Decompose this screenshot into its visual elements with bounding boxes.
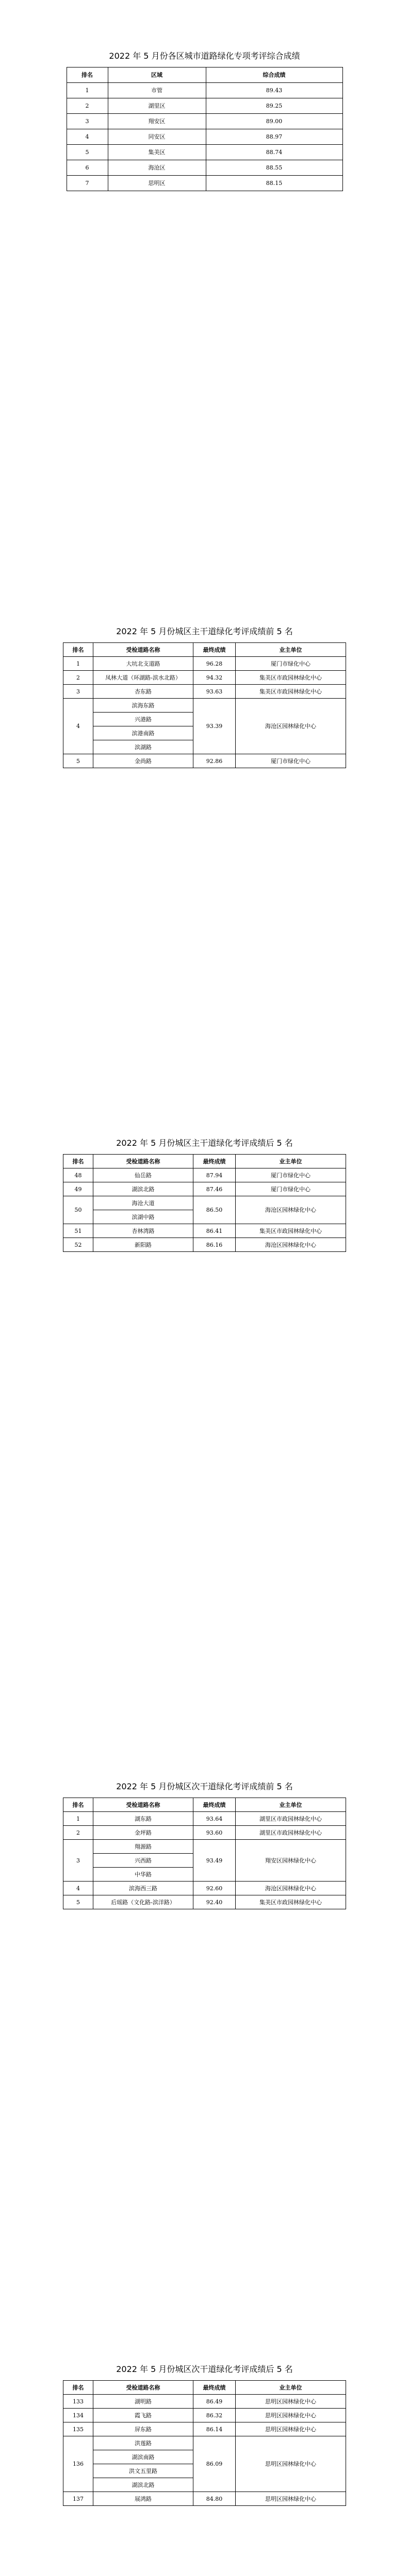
final-score-cell: 93.64 (193, 1812, 236, 1826)
rank-cell: 49 (63, 1182, 93, 1196)
owner-cell: 思明区园林绿化中心 (236, 2422, 346, 2436)
final-score-cell: 92.60 (193, 1882, 236, 1895)
header-road-name: 受检道路名称 (93, 1155, 193, 1168)
table-row (67, 83, 342, 98)
road-name-cell: 金坪路 (93, 1826, 193, 1840)
section-title: 2022 年 5 月份各区城市道路绿化专项考评综合成绩 (109, 51, 300, 61)
header-owner: 业主单位 (236, 2381, 346, 2395)
section-secondary-road-top5 (0, 1781, 409, 1909)
overall-score-cell: 88.74 (206, 145, 342, 160)
final-score-cell: 96.28 (193, 657, 236, 671)
road-name-cell: 兴西路 (93, 1854, 193, 1868)
table-header-row (63, 643, 346, 657)
section-main-road-top5 (0, 626, 409, 768)
header-rank: 排名 (67, 67, 108, 83)
table-row (63, 2436, 346, 2450)
road-name-cell: 仙岳路 (93, 1168, 193, 1182)
owner-cell: 翔安区园林绿化中心 (236, 1840, 346, 1882)
road-name-cell: 霞飞路 (93, 2409, 193, 2422)
road-name-cell: 凤林大道（环湖路-滨水北路） (93, 671, 193, 685)
owner-cell: 思明区园林绿化中心 (236, 2436, 346, 2492)
overall-score-cell: 89.43 (206, 83, 342, 98)
table-row (67, 129, 342, 145)
rank-cell: 2 (63, 671, 93, 685)
final-score-cell: 87.94 (193, 1168, 236, 1182)
rank-cell: 1 (63, 657, 93, 671)
road-name-cell: 洪文五里路 (93, 2464, 193, 2478)
table-row (63, 1882, 346, 1895)
overall-score-cell: 89.00 (206, 114, 342, 129)
header-final-score: 最终成绩 (193, 2381, 236, 2395)
final-score-cell: 86.14 (193, 2422, 236, 2436)
road-name-cell: 杏林湾路 (93, 1224, 193, 1238)
road-name-cell: 中华路 (93, 1868, 193, 1882)
header-rank: 排名 (63, 2381, 93, 2395)
road-name-cell: 湖滨南路 (93, 2450, 193, 2464)
road-name-cell: 屏东路 (93, 2422, 193, 2436)
rank-cell: 4 (63, 699, 93, 754)
owner-cell: 湖里区市政园林绿化中心 (236, 1812, 346, 1826)
road-name-cell: 展鸿路 (93, 2492, 193, 2506)
header-road-name: 受检道路名称 (93, 2381, 193, 2395)
main-road-bottom5-table (63, 1154, 346, 1252)
table-row (63, 699, 346, 713)
rank-cell: 5 (63, 754, 93, 768)
final-score-cell: 93.63 (193, 685, 236, 699)
owner-cell: 厦门市绿化中心 (236, 1182, 346, 1196)
table-header-row (67, 67, 342, 83)
final-score-cell: 86.49 (193, 2395, 236, 2409)
section-main-road-bottom5 (0, 1138, 409, 1252)
owner-cell: 集美区市政园林绿化中心 (236, 685, 346, 699)
header-rank: 排名 (63, 643, 93, 657)
road-name-cell: 滨湖路 (93, 740, 193, 754)
district-cell: 翔安区 (108, 114, 206, 129)
header-road-name: 受检道路名称 (93, 643, 193, 657)
final-score-cell: 93.39 (193, 699, 236, 754)
district-cell: 海沧区 (108, 160, 206, 176)
rank-cell: 134 (63, 2409, 93, 2422)
rank-cell: 52 (63, 1238, 93, 1252)
owner-cell: 海沧区园林绿化中心 (236, 699, 346, 754)
road-name-cell: 滨港南路 (93, 726, 193, 740)
header-owner: 业主单位 (236, 1155, 346, 1168)
table-row (63, 1224, 346, 1238)
header-road-name: 受检道路名称 (93, 1798, 193, 1812)
final-score-cell: 86.41 (193, 1224, 236, 1238)
header-final-score: 最终成绩 (193, 643, 236, 657)
table-row (63, 1840, 346, 1854)
district-cell: 集美区 (108, 145, 206, 160)
table-row (63, 1168, 346, 1182)
owner-cell: 思明区园林绿化中心 (236, 2409, 346, 2422)
road-name-cell: 滨海东路 (93, 699, 193, 713)
table-row (63, 2422, 346, 2436)
final-score-cell: 84.80 (193, 2492, 236, 2506)
final-score-cell: 92.40 (193, 1895, 236, 1909)
header-owner: 业主单位 (236, 643, 346, 657)
table-row (67, 145, 342, 160)
road-name-cell: 湖滨北路 (93, 2478, 193, 2492)
overall-score-cell: 89.25 (206, 98, 342, 114)
rank-cell: 3 (63, 1840, 93, 1882)
road-name-cell: 湖东路 (93, 1812, 193, 1826)
header-rank: 排名 (63, 1155, 93, 1168)
table-row (63, 657, 346, 671)
table-row (63, 1182, 346, 1196)
owner-cell: 海沧区园林绿化中心 (236, 1196, 346, 1224)
final-score-cell: 86.50 (193, 1196, 236, 1224)
owner-cell: 思明区园林绿化中心 (236, 2395, 346, 2409)
final-score-cell: 87.46 (193, 1182, 236, 1196)
owner-cell: 湖里区市政园林绿化中心 (236, 1826, 346, 1840)
rank-cell: 48 (63, 1168, 93, 1182)
owner-cell: 集美区市政园林绿化中心 (236, 1224, 346, 1238)
road-name-cell: 金尚路 (93, 754, 193, 768)
rank-cell: 7 (67, 176, 108, 191)
rank-cell: 136 (63, 2436, 93, 2492)
final-score-cell: 93.49 (193, 1840, 236, 1882)
header-overall-score: 综合成绩 (206, 67, 342, 83)
table-header-row (63, 2381, 346, 2395)
road-name-cell: 后瑶路（文化路-滨洋路） (93, 1895, 193, 1909)
table-row (63, 685, 346, 699)
final-score-cell: 93.60 (193, 1826, 236, 1840)
overall-score-cell: 88.97 (206, 129, 342, 145)
section-title: 2022 年 5 月份城区次干道绿化考评成绩前 5 名 (116, 1782, 293, 1791)
district-cell: 思明区 (108, 176, 206, 191)
table-header-row (63, 1798, 346, 1812)
owner-cell: 海沧区园林绿化中心 (236, 1882, 346, 1895)
district-cell: 同安区 (108, 129, 206, 145)
final-score-cell: 86.32 (193, 2409, 236, 2422)
section-secondary-road-bottom5 (0, 2364, 409, 2506)
table-row (63, 1826, 346, 1840)
district-cell: 市管 (108, 83, 206, 98)
road-name-cell: 洪莲路 (93, 2436, 193, 2450)
owner-cell: 厦门市绿化中心 (236, 657, 346, 671)
owner-cell: 集美区市政园林绿化中心 (236, 671, 346, 685)
road-name-cell: 杏东路 (93, 685, 193, 699)
header-owner: 业主单位 (236, 1798, 346, 1812)
section-title: 2022 年 5 月份城区次干道绿化考评成绩后 5 名 (116, 2364, 293, 2374)
table-row (63, 2409, 346, 2422)
table-row (67, 160, 342, 176)
secondary-road-top5-table (63, 1798, 346, 1909)
road-name-cell: 湖明路 (93, 2395, 193, 2409)
rank-cell: 5 (67, 145, 108, 160)
overall-score-cell: 88.15 (206, 176, 342, 191)
header-final-score: 最终成绩 (193, 1155, 236, 1168)
table-row (63, 2492, 346, 2506)
header-rank: 排名 (63, 1798, 93, 1812)
final-score-cell: 86.16 (193, 1238, 236, 1252)
table-row (63, 1196, 346, 1210)
main-road-top5-table (63, 642, 346, 768)
district-cell: 湖里区 (108, 98, 206, 114)
table-row (63, 1812, 346, 1826)
table-row (67, 114, 342, 129)
table-row (63, 671, 346, 685)
owner-cell: 思明区园林绿化中心 (236, 2492, 346, 2506)
road-name-cell: 滨海西三路 (93, 1882, 193, 1895)
rank-cell: 50 (63, 1196, 93, 1224)
rank-cell: 4 (63, 1882, 93, 1895)
final-score-cell: 94.32 (193, 671, 236, 685)
table-row (67, 98, 342, 114)
road-name-cell: 大坑北支道路 (93, 657, 193, 671)
owner-cell: 厦门市绿化中心 (236, 1168, 346, 1182)
owner-cell: 海沧区园林绿化中心 (236, 1238, 346, 1252)
owner-cell: 厦门市绿化中心 (236, 754, 346, 768)
section-title: 2022 年 5 月份城区主干道绿化考评成绩后 5 名 (116, 1138, 293, 1148)
final-score-cell: 86.09 (193, 2436, 236, 2492)
road-name-cell: 海沧大道 (93, 1196, 193, 1210)
section-district-overall (0, 50, 409, 191)
road-name-cell: 翔源路 (93, 1840, 193, 1854)
road-name-cell: 湖滨北路 (93, 1182, 193, 1196)
rank-cell: 5 (63, 1895, 93, 1909)
rank-cell: 133 (63, 2395, 93, 2409)
table-row (63, 754, 346, 768)
section-title: 2022 年 5 月份城区主干道绿化考评成绩前 5 名 (116, 626, 293, 636)
secondary-road-bottom5-table (63, 2380, 346, 2506)
header-district: 区域 (108, 67, 206, 83)
owner-cell: 集美区市政园林绿化中心 (236, 1895, 346, 1909)
road-name-cell: 新阳路 (93, 1238, 193, 1252)
table-row (63, 1895, 346, 1909)
rank-cell: 1 (63, 1812, 93, 1826)
road-name-cell: 兴港路 (93, 713, 193, 726)
road-name-cell: 滨湖中路 (93, 1210, 193, 1224)
rank-cell: 1 (67, 83, 108, 98)
rank-cell: 135 (63, 2422, 93, 2436)
rank-cell: 2 (63, 1826, 93, 1840)
rank-cell: 2 (67, 98, 108, 114)
final-score-cell: 92.86 (193, 754, 236, 768)
rank-cell: 6 (67, 160, 108, 176)
rank-cell: 137 (63, 2492, 93, 2506)
table-row (67, 176, 342, 191)
rank-cell: 51 (63, 1224, 93, 1238)
overall-score-cell: 88.55 (206, 160, 342, 176)
table-row (63, 2395, 346, 2409)
table-row (63, 1238, 346, 1252)
rank-cell: 3 (67, 114, 108, 129)
rank-cell: 3 (63, 685, 93, 699)
district-scores-table (67, 67, 343, 191)
table-header-row (63, 1155, 346, 1168)
rank-cell: 4 (67, 129, 108, 145)
header-final-score: 最终成绩 (193, 1798, 236, 1812)
